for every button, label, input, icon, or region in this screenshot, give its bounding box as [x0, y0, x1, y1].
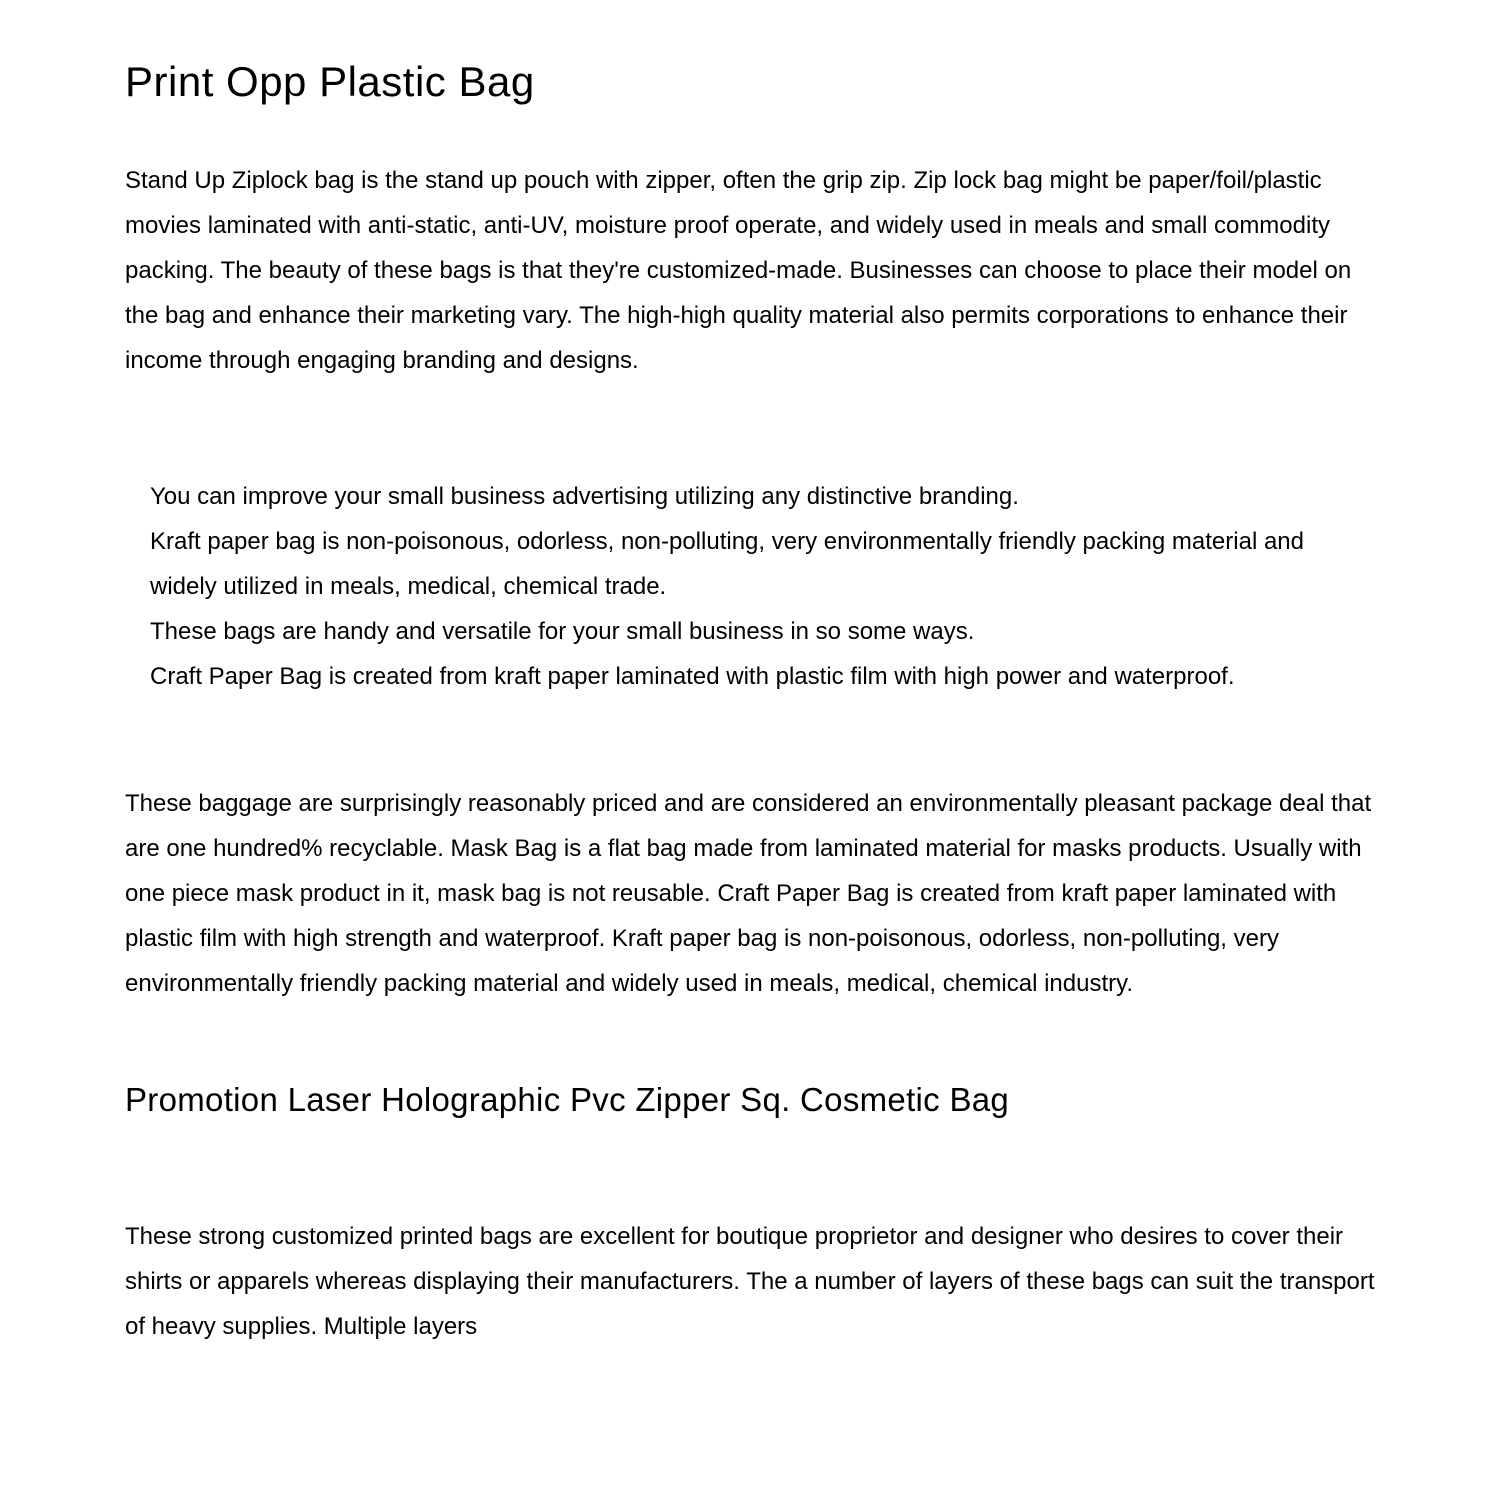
intro-paragraph: Stand Up Ziplock bag is the stand up pouch with zipper, often the grip zip. Zip lock bag might be paper/foil/plastic movies laminated with anti-static, anti-UV, moisture proof operate, and widely used in meals and small commodity packing. The beauty of these bags is that they're customized-made. Businesses can choose to place their model on the bag and enhance their marketing vary. The high-high quality material also permits corporations to enhance their income through engaging branding and designs. [125, 167, 1352, 374]
document-content [125, 58, 1375, 1349]
quote-block [125, 474, 1375, 699]
quote-item: Kraft paper bag is non-poisonous, odorless, non-polluting, very environmentally friendly packing material and widely utilized in meals, medical, chemical trade. [150, 528, 1304, 600]
quote-item: You can improve your small business advertising utilizing any distinctive branding. [150, 483, 1019, 510]
section-heading: Promotion Laser Holographic Pvc Zipper Sq. Cosmetic Bag [125, 1081, 1010, 1118]
quote-item: Craft Paper Bag is created from kraft paper laminated with plastic film with high power and waterproof. [150, 663, 1235, 690]
quote-item: These bags are handy and versatile for your small business in so some ways. [150, 618, 975, 645]
mid-paragraph: These baggage are surprisingly reasonably priced and are considered an environmentally pleasant package deal that are one hundred% recyclable. Mask Bag is a flat bag made from laminated material for masks products. Usually with one piece mask product in it, mask bag is not reusable. Craft Paper Bag is created from kraft paper laminated with plastic film with high strength and waterproof. Kraft paper bag is non-poisonous, odorless, non-polluting, very environmentally friendly packing material and widely used in meals, medical, chemical industry. [125, 790, 1372, 997]
page-title: Print Opp Plastic Bag [125, 58, 535, 105]
section-paragraph: These strong customized printed bags are excellent for boutique proprietor and designer who desires to cover their shirts or apparels whereas displaying their manufacturers. The a number of layers of these bags can suit the transport of heavy supplies. Multiple layers [125, 1223, 1375, 1340]
